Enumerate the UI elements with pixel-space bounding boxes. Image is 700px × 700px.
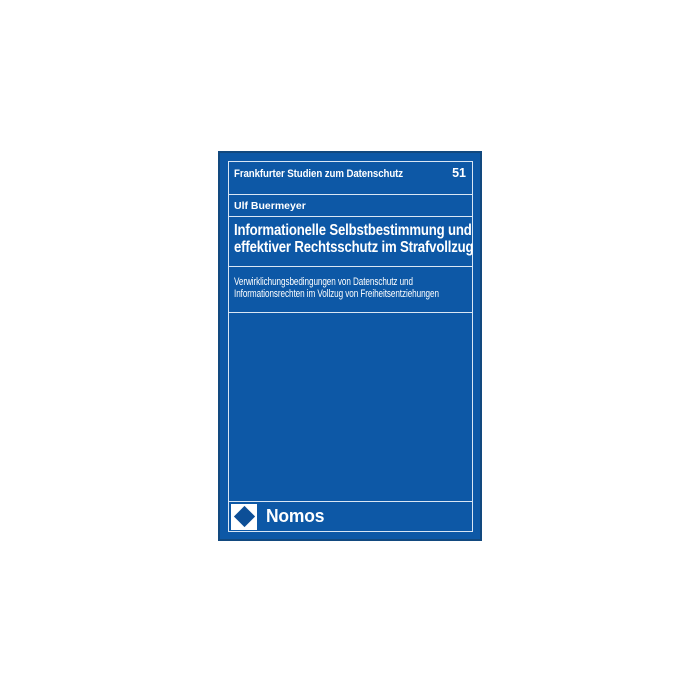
title-line: Informationelle Selbstbestimmung und bbox=[234, 222, 472, 239]
author-bar bbox=[229, 194, 472, 216]
title-block bbox=[229, 216, 472, 266]
title-line: effektiver Rechtsschutz im Strafvollzug bbox=[234, 239, 474, 256]
spacer-panel bbox=[229, 312, 472, 501]
series-number: 51 bbox=[452, 166, 466, 180]
author-name: Ulf Buermeyer bbox=[234, 200, 306, 212]
cover-frame bbox=[228, 161, 473, 532]
series-title: Frankfurter Studien zum Datenschutz bbox=[234, 168, 404, 180]
subtitle-line: Verwirklichungsbedingungen von Datenschutz und bbox=[234, 276, 413, 288]
subtitle-line: Informationsrechten im Vollzug von Freiheitsentziehungen bbox=[234, 287, 439, 300]
book-cover bbox=[218, 151, 482, 541]
publisher-name: Nomos bbox=[266, 506, 325, 526]
diamond-icon bbox=[233, 506, 254, 527]
series-bar bbox=[229, 162, 472, 194]
nomos-logo bbox=[231, 504, 257, 530]
subtitle-block bbox=[229, 266, 472, 312]
publisher-bar bbox=[229, 501, 472, 531]
